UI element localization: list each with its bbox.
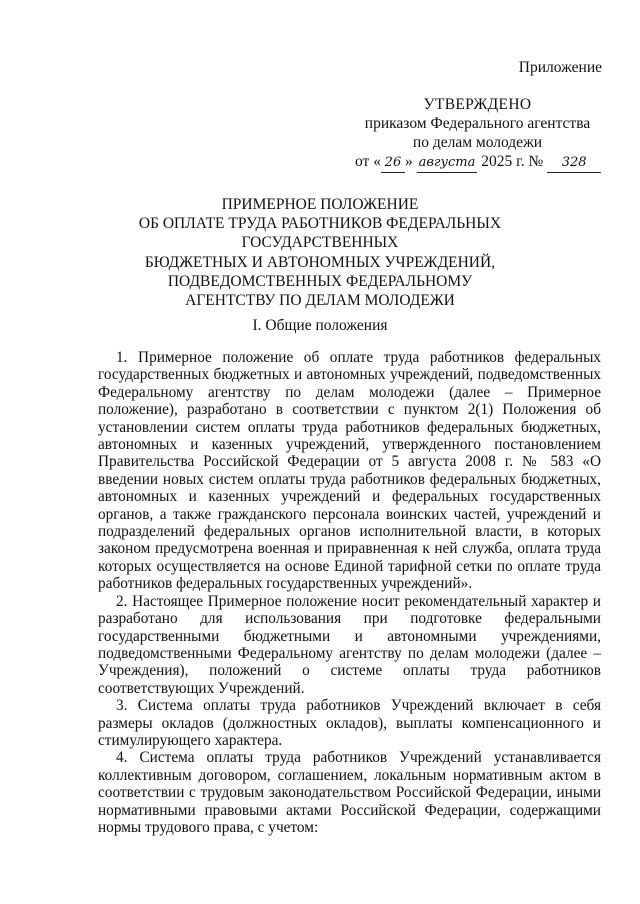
date-year: 2025 г. № [481,153,544,170]
title-line: ОБ ОПЛАТЕ ТРУДА РАБОТНИКОВ ФЕДЕРАЛЬНЫХ [138,215,502,233]
date-prefix: от « [355,153,381,170]
order-date-line [355,152,600,173]
title-line: ПРИМЕРНОЕ ПОЛОЖЕНИЕ [221,196,419,213]
approved-stamp-text: УТВЕРЖДЕНО [423,96,532,113]
document-title [60,195,580,310]
appendix-label: Приложение [518,59,602,76]
handwritten-order-number: 328 [547,153,601,173]
title-line: ГОСУДАРСТВЕННЫХ [241,234,399,252]
date-mid: » [404,153,413,170]
paragraph-4: 4. Система оплаты труда работников Учреждений устанавливается коллективным договором, соглашением, локальным нормативным актом в соответствии с трудовым законодательством Российской Федерации, иными нормативными правовыми актами Российской Федерации, содержащими нормы трудового права, с учетом: [98,749,601,836]
paragraph-2: 2. Настоящее Примерное положение носит рекомендательный характер и разработано для использования при подготовке федеральными государственными бюджетными и автономными учреждениями, подведомственными Федеральному агентству по делам молодежи (далее – Учреждения), положений о системе оплаты труда работников соответствующих Учреждений. [98,592,601,697]
approval-block [355,95,600,173]
order-line-1: приказом Федерального агентства [364,115,591,132]
paragraph-3: 3. Система оплаты труда работников Учреждений включает в себя размеры окладов (должностных окладов), выплаты компенсационного и стимулирующего характера. [98,697,601,749]
title-line: ПОДВЕДОМСТВЕННЫХ ФЕДЕРАЛЬНОМУ [167,272,473,290]
handwritten-day: 26 [381,153,405,173]
order-line-2: по делам молодежи [412,134,543,151]
section-heading: I. Общие положения [252,317,388,334]
title-line: БЮДЖЕТНЫХ И АВТОНОМНЫХ УЧРЕЖДЕНИЙ, [144,253,496,271]
handwritten-month: августа [417,153,478,173]
body-text [98,349,601,836]
title-line: АГЕНТСТВУ ПО ДЕЛАМ МОЛОДЕЖИ [185,292,455,310]
paragraph-1: 1. Примерное положение об оплате труда работников федеральных государственных бюджетных и автономных учреждений, подведомственных Федеральному агентству по делам молодежи (далее – Примерное положение), разработано в соответствии с пунктом 2(1) Положения об установлении систем оплаты труда работников федеральных бюджетных, автономных и казенных учреждений, утвержденного постановлением Правительства Российской Федерации от 5 августа 2008 г. № 583 «О введении новых систем оплаты труда работников федеральных бюджетных, автономных и казенных учреждений и федеральных государственных органов, а также гражданского персонала воинских частей, учреждений и подразделений федеральных органов исполнительной власти, в которых законом предусмотрена военная и приравненная к ней служба, оплата труда которых осуществляется на основе Единой тарифной сетки по оплате труда работников федеральных государственных учреждений». [98,349,601,593]
